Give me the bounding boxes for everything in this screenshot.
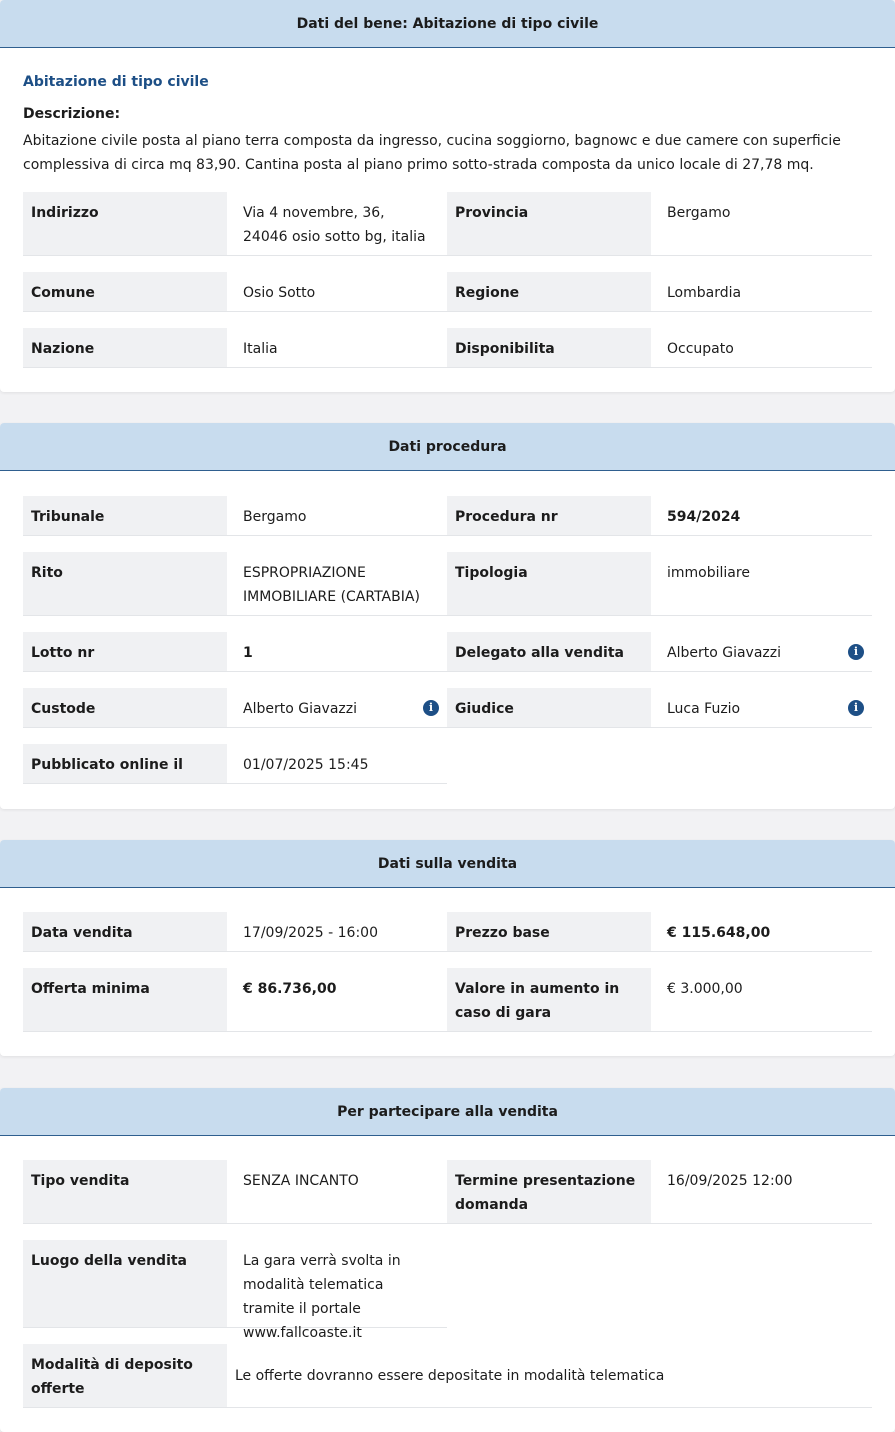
- procedura-nr-label: Procedura nr: [447, 496, 651, 536]
- procedura-nr-value: 594/2024: [651, 496, 872, 536]
- offerta-minima-value: € 86.736,00: [227, 968, 447, 1032]
- card-dati-bene: [0, 0, 895, 392]
- lotto-label: Lotto nr: [23, 632, 227, 672]
- offerta-minima-label: Offerta minima: [23, 968, 227, 1032]
- modalita-label: Modalità di deposito offerte: [23, 1344, 227, 1408]
- description-text: Abitazione civile posta al piano terra composta da ingresso, cucina soggiorno, bagnowc e due camere con superficie complessiva di circa mq 83,90. Cantina posta al piano primo sotto-strada composta da unico locale di 27,78 mq.: [23, 133, 841, 173]
- pubblicato-value: 01/07/2025 15:45: [227, 744, 447, 784]
- giudice-info-icon[interactable]: i: [848, 700, 864, 716]
- disponibilita-label: Disponibilita: [447, 328, 651, 368]
- data-vendita-value: 17/09/2025 - 16:00: [227, 912, 447, 952]
- termine-label: Termine presentazione domanda: [447, 1160, 651, 1224]
- comune-value: Osio Sotto: [227, 272, 447, 312]
- modalita-value: Le offerte dovranno essere depositate in modalità telematica: [227, 1344, 872, 1408]
- rito-label: Rito: [23, 552, 227, 616]
- bene-subtitle: Abitazione di tipo civile: [23, 74, 209, 90]
- tipologia-label: Tipologia: [447, 552, 651, 616]
- nazione-value: Italia: [227, 328, 447, 368]
- delegato-info-icon[interactable]: i: [848, 644, 864, 660]
- tipo-vendita-value: SENZA INCANTO: [227, 1160, 447, 1224]
- disponibilita-value: Occupato: [651, 328, 872, 368]
- indirizzo-label: Indirizzo: [23, 192, 227, 256]
- card-partecipare: [0, 1088, 895, 1432]
- custode-label: Custode: [23, 688, 227, 728]
- description-label: Descrizione:: [23, 106, 121, 122]
- indirizzo-value: Via 4 novembre, 36, 24046 osio sotto bg, italia: [227, 192, 447, 256]
- delegato-value: Alberto Giavazzi: [651, 632, 872, 672]
- aumento-value: € 3.000,00: [651, 968, 872, 1032]
- card-dati-procedura: [0, 423, 895, 809]
- provincia-label: Provincia: [447, 192, 651, 256]
- luogo-label: Luogo della vendita: [23, 1240, 227, 1328]
- prezzo-base-label: Prezzo base: [447, 912, 651, 952]
- lotto-value: 1: [227, 632, 447, 672]
- tribunale-label: Tribunale: [23, 496, 227, 536]
- custode-info-icon[interactable]: i: [423, 700, 439, 716]
- tipologia-value: immobiliare: [651, 552, 872, 616]
- regione-label: Regione: [447, 272, 651, 312]
- giudice-value: Luca Fuzio: [651, 688, 872, 728]
- regione-value: Lombardia: [651, 272, 872, 312]
- card-header-bene: Dati del bene: Abitazione di tipo civile: [0, 0, 895, 48]
- termine-value: 16/09/2025 12:00: [651, 1160, 872, 1224]
- card-header-procedura: Dati procedura: [0, 423, 895, 471]
- giudice-label: Giudice: [447, 688, 651, 728]
- provincia-value: Bergamo: [651, 192, 872, 256]
- pubblicato-label: Pubblicato online il: [23, 744, 227, 784]
- rito-value: ESPROPRIAZIONE IMMOBILIARE (CARTABIA): [227, 552, 447, 616]
- luogo-value: La gara verrà svolta in modalità telematica tramite il portale www.fallcoaste.it: [227, 1240, 447, 1328]
- comune-label: Comune: [23, 272, 227, 312]
- custode-value: Alberto Giavazzi: [227, 688, 447, 728]
- card-header-partecipare: Per partecipare alla vendita: [0, 1088, 895, 1136]
- aumento-label: Valore in aumento in caso di gara: [447, 968, 651, 1032]
- tribunale-value: Bergamo: [227, 496, 447, 536]
- nazione-label: Nazione: [23, 328, 227, 368]
- prezzo-base-value: € 115.648,00: [651, 912, 872, 952]
- data-vendita-label: Data vendita: [23, 912, 227, 952]
- card-dati-vendita: [0, 840, 895, 1056]
- card-header-vendita: Dati sulla vendita: [0, 840, 895, 888]
- tipo-vendita-label: Tipo vendita: [23, 1160, 227, 1224]
- delegato-label: Delegato alla vendita: [447, 632, 651, 672]
